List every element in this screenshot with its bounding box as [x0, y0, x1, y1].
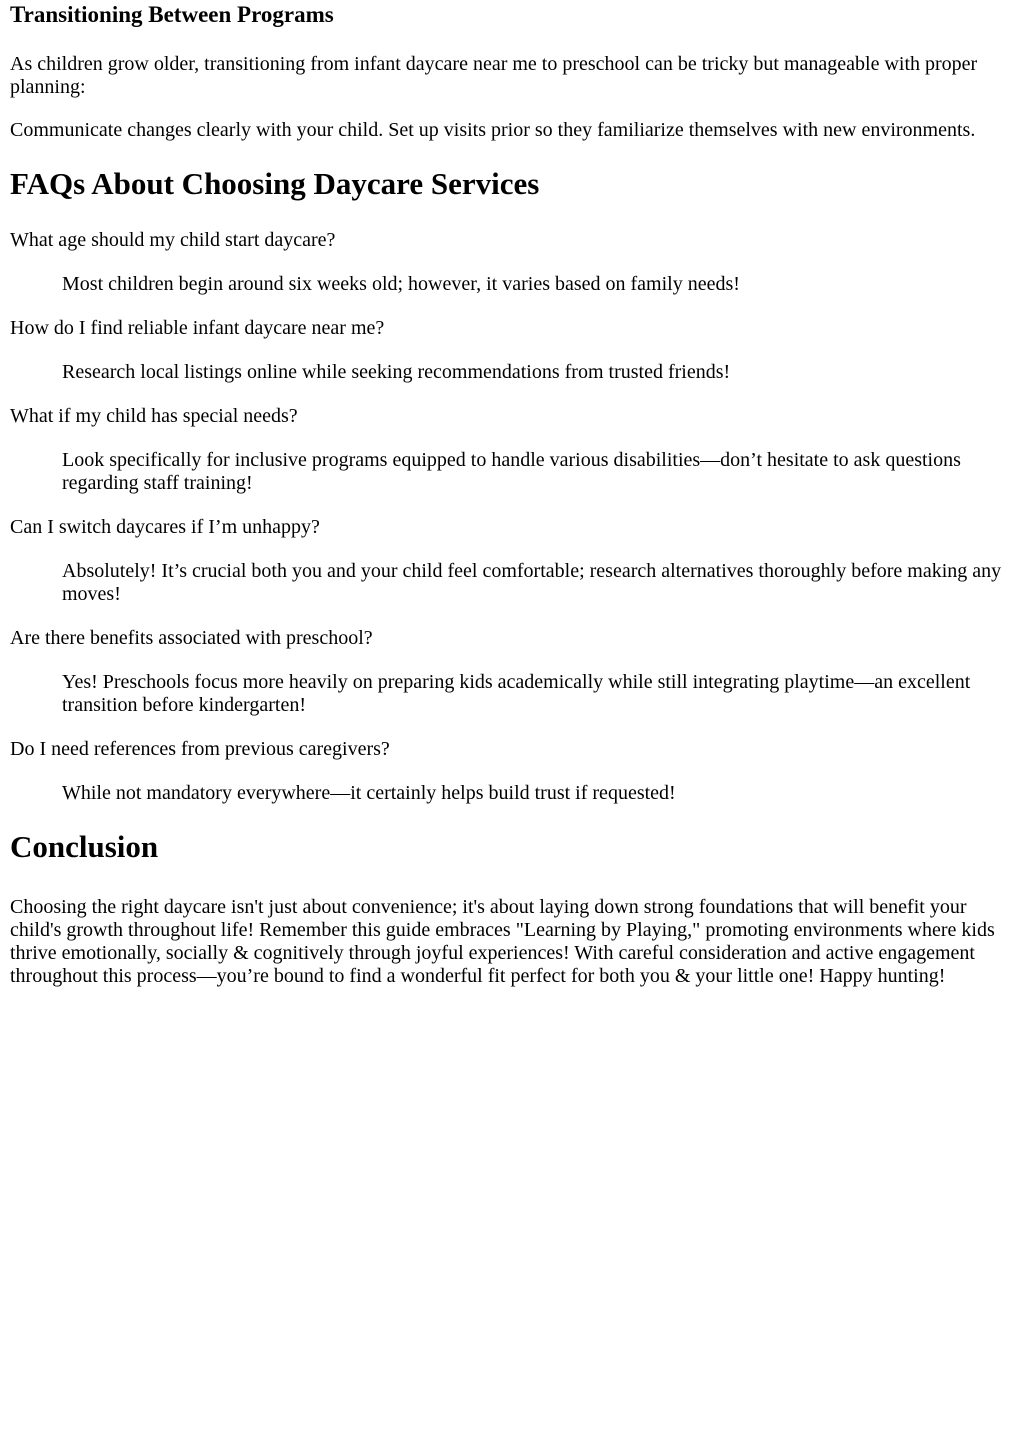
- faq-answer: Absolutely! It’s crucial both you and your child feel comfortable; research alternatives thoroughly before making any moves!: [62, 560, 1002, 605]
- conclusion-heading: Conclusion: [10, 829, 159, 864]
- transition-intro-paragraph: As children grow older, transitioning from infant daycare near me to preschool can be tricky but manageable with proper planning:: [10, 53, 978, 98]
- transition-heading: Transitioning Between Programs: [10, 2, 334, 27]
- faq-question: What age should my child start daycare?: [10, 229, 336, 251]
- faq-answer: Most children begin around six weeks old; however, it varies based on family needs!: [62, 273, 740, 295]
- faq-list: [10, 229, 1014, 805]
- faq-answer: While not mandatory everywhere—it certainly helps build trust if requested!: [62, 782, 676, 804]
- faq-answer: Research local listings online while seeking recommendations from trusted friends!: [62, 361, 731, 383]
- conclusion-paragraph: Choosing the right daycare isn't just about convenience; it's about laying down strong foundations that will benefit your child's growth throughout life! Remember this guide embraces "Learning by Playing," promoting environments where kids thrive emotionally, socially & cognitively through joyful experiences! With careful consideration and active engagement throughout this process—you’re bound to find a wonderful fit perfect for both you & your little one! Happy hunting!: [10, 896, 995, 987]
- faq-question: Can I switch daycares if I’m unhappy?: [10, 516, 320, 538]
- faq-answer: Yes! Preschools focus more heavily on preparing kids academically while still integrating playtime—an excellent transition before kindergarten!: [62, 671, 971, 716]
- faq-heading: FAQs About Choosing Daycare Services: [10, 166, 540, 201]
- article-content: [0, 1, 1024, 988]
- faq-question: How do I find reliable infant daycare near me?: [10, 317, 385, 339]
- faq-question: What if my child has special needs?: [10, 405, 298, 427]
- faq-answer: Look specifically for inclusive programs equipped to handle various disabilities—don’t hesitate to ask questions regarding staff training!: [62, 449, 961, 494]
- faq-question: Do I need references from previous caregivers?: [10, 738, 390, 760]
- faq-question: Are there benefits associated with preschool?: [10, 627, 373, 649]
- transition-tip-paragraph: Communicate changes clearly with your child. Set up visits prior so they familiarize themselves with new environments.: [10, 119, 976, 141]
